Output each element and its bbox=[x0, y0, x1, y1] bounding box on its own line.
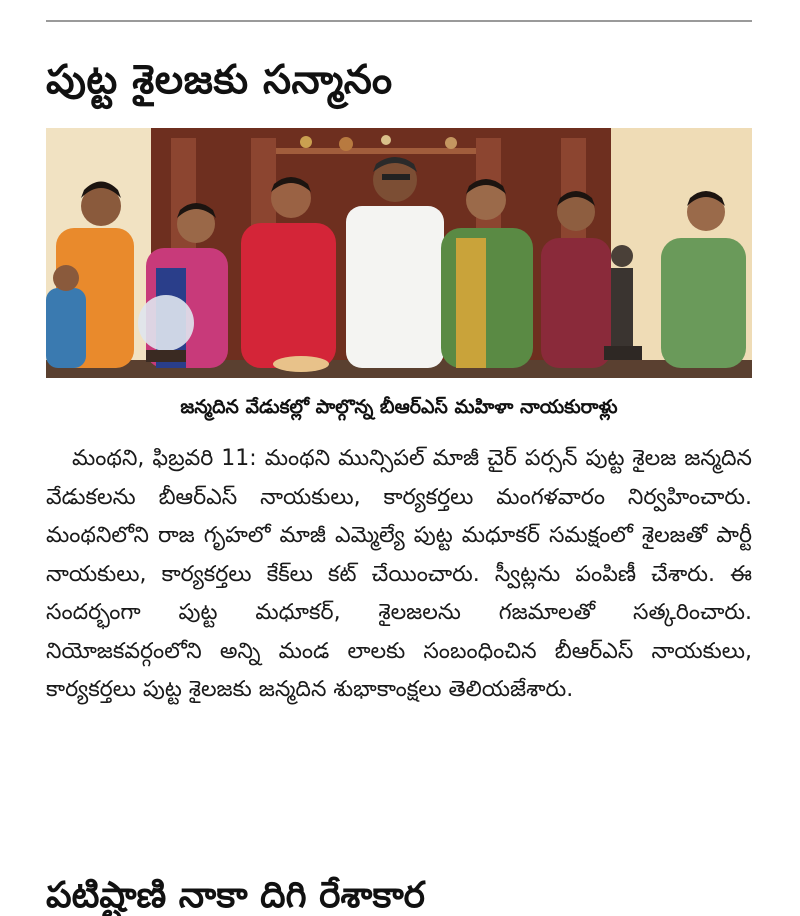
top-divider-rule bbox=[46, 20, 752, 22]
next-article-headline: పటిష్టాణి నాకా దిగి రేశాకార bbox=[46, 875, 426, 916]
article-body bbox=[46, 440, 752, 710]
article-paragraph: మంథని, ఫిబ్రవరి 11: మంథని మున్సిపల్ మాజీ చైర్ పర్సన్ పుట్ట శైలజ జన్మదిన వేడుకలను బీఆర్ఎస్ నాయకులు, కార్యకర్తలు మంగళవారం నిర్వహించారు. మంథనిలోని రాజ గృహలో మాజీ ఎమ్మెల్యే పుట్ట మధూకర్ సమక్షంలో శైలజతో పార్టీ నాయకులు, కార్యకర్తలు కేక్‌లు కట్ చేయించారు. స్వీట్లను పంపిణీ చేశారు. ఈ సందర్భంగా పుట్ట మధూకర్, శైలజలను గజమాలతో సత్కరించారు. నియోజకవర్గంలోని అన్ని మండ లాలకు సంబంధించిన బీఆర్ఎస్ నాయకులు, కార్యకర్తలు పుట్ట శైలజకు జన్మదిన శుభాకాంక్షలు తెలియజేశారు. bbox=[46, 446, 752, 702]
photo-caption: జన్మదిన వేడుకల్లో పాల్గొన్న బీఆర్ఎస్ మహిళా నాయకురాళ్లు bbox=[180, 396, 618, 418]
group-photo-illustration bbox=[46, 128, 752, 378]
article-photo bbox=[46, 128, 752, 378]
article-headline: పుట్ట శైలజకు సన్మానం bbox=[46, 57, 393, 103]
next-article-headline-cropped bbox=[46, 872, 752, 916]
